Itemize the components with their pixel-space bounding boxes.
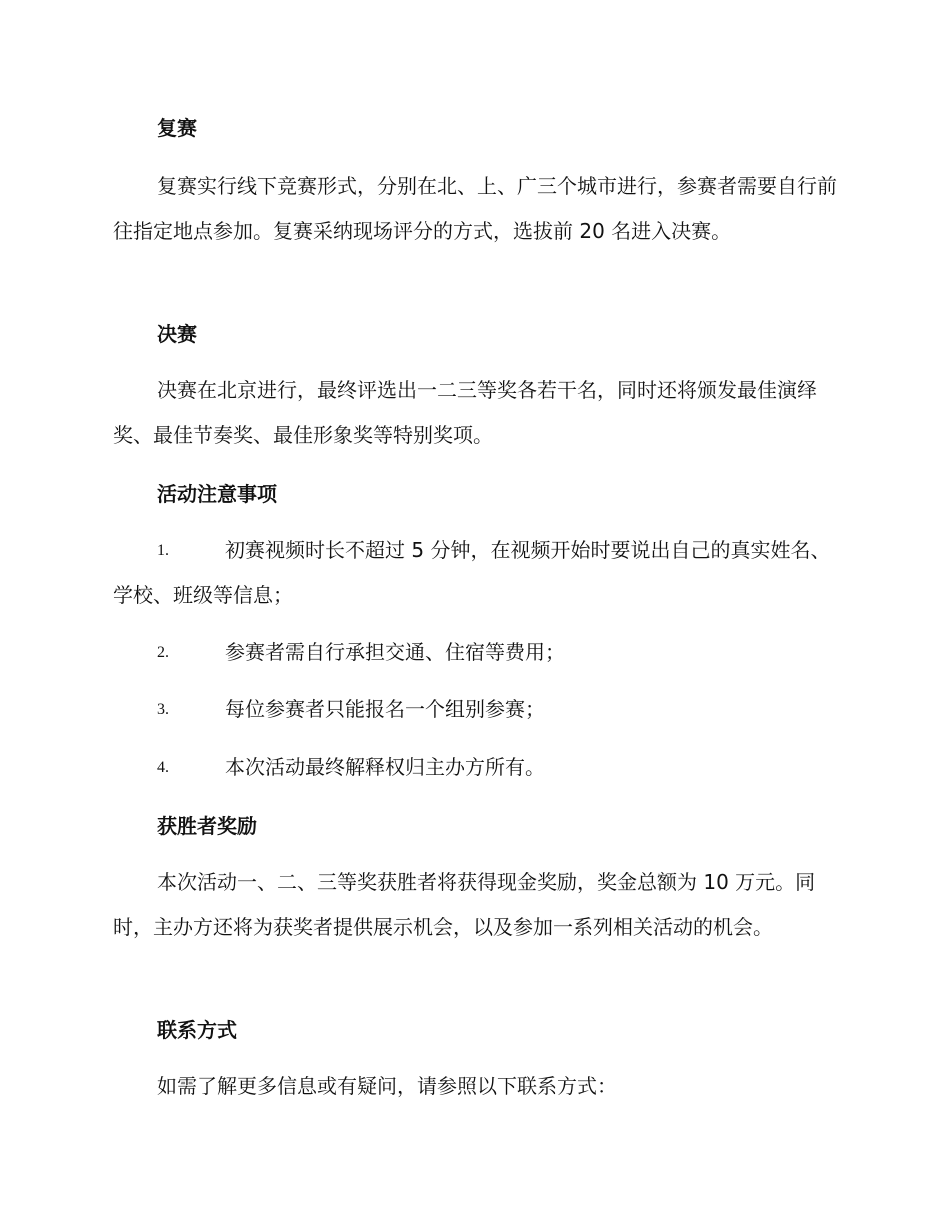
list-item-text: 初赛视频时长不超过 5 分钟，在视频开始时要说出自己的真实姓名、学校、班级等信息； — [113, 538, 831, 607]
list-item — [113, 745, 838, 790]
section-paragraph-final: 决赛在北京进行，最终评选出一二三等奖各若干名，同时还将颁发最佳演绎奖、最佳节奏奖、最佳形象奖等特别奖项。 — [113, 378, 817, 447]
list-item-number: 4. — [157, 759, 169, 776]
list-item-number: 2. — [157, 644, 169, 661]
section-heading-semifinal: 复赛 — [157, 116, 197, 140]
section-heading-contact: 联系方式 — [157, 1018, 237, 1042]
list-item — [113, 528, 838, 618]
list-item-text: 每位参赛者只能报名一个组别参赛； — [225, 697, 545, 721]
section-paragraph-rewards: 本次活动一、二、三等奖获胜者将获得现金奖励，奖金总额为 10 万元。同时，主办方还将为获奖者提供展示机会，以及参加一系列相关活动的机会。 — [113, 870, 816, 939]
list-item-number: 3. — [157, 701, 169, 718]
section-heading-notes: 活动注意事项 — [157, 482, 277, 506]
section-heading-rewards: 获胜者奖励 — [157, 814, 257, 838]
list-item — [113, 687, 838, 732]
list-item — [113, 630, 838, 675]
list-item-number: 1. — [157, 542, 169, 559]
section-paragraph-contact: 如需了解更多信息或有疑问，请参照以下联系方式： — [157, 1074, 617, 1098]
list-item-text: 参赛者需自行承担交通、住宿等费用； — [225, 640, 565, 664]
section-paragraph-semifinal: 复赛实行线下竞赛形式，分别在北、上、广三个城市进行，参赛者需要自行前往指定地点参加。复赛采纳现场评分的方式，选拔前 20 名进入决赛。 — [113, 174, 837, 243]
section-heading-final: 决赛 — [157, 322, 197, 346]
list-item-text: 本次活动最终解释权归主办方所有。 — [225, 755, 545, 779]
